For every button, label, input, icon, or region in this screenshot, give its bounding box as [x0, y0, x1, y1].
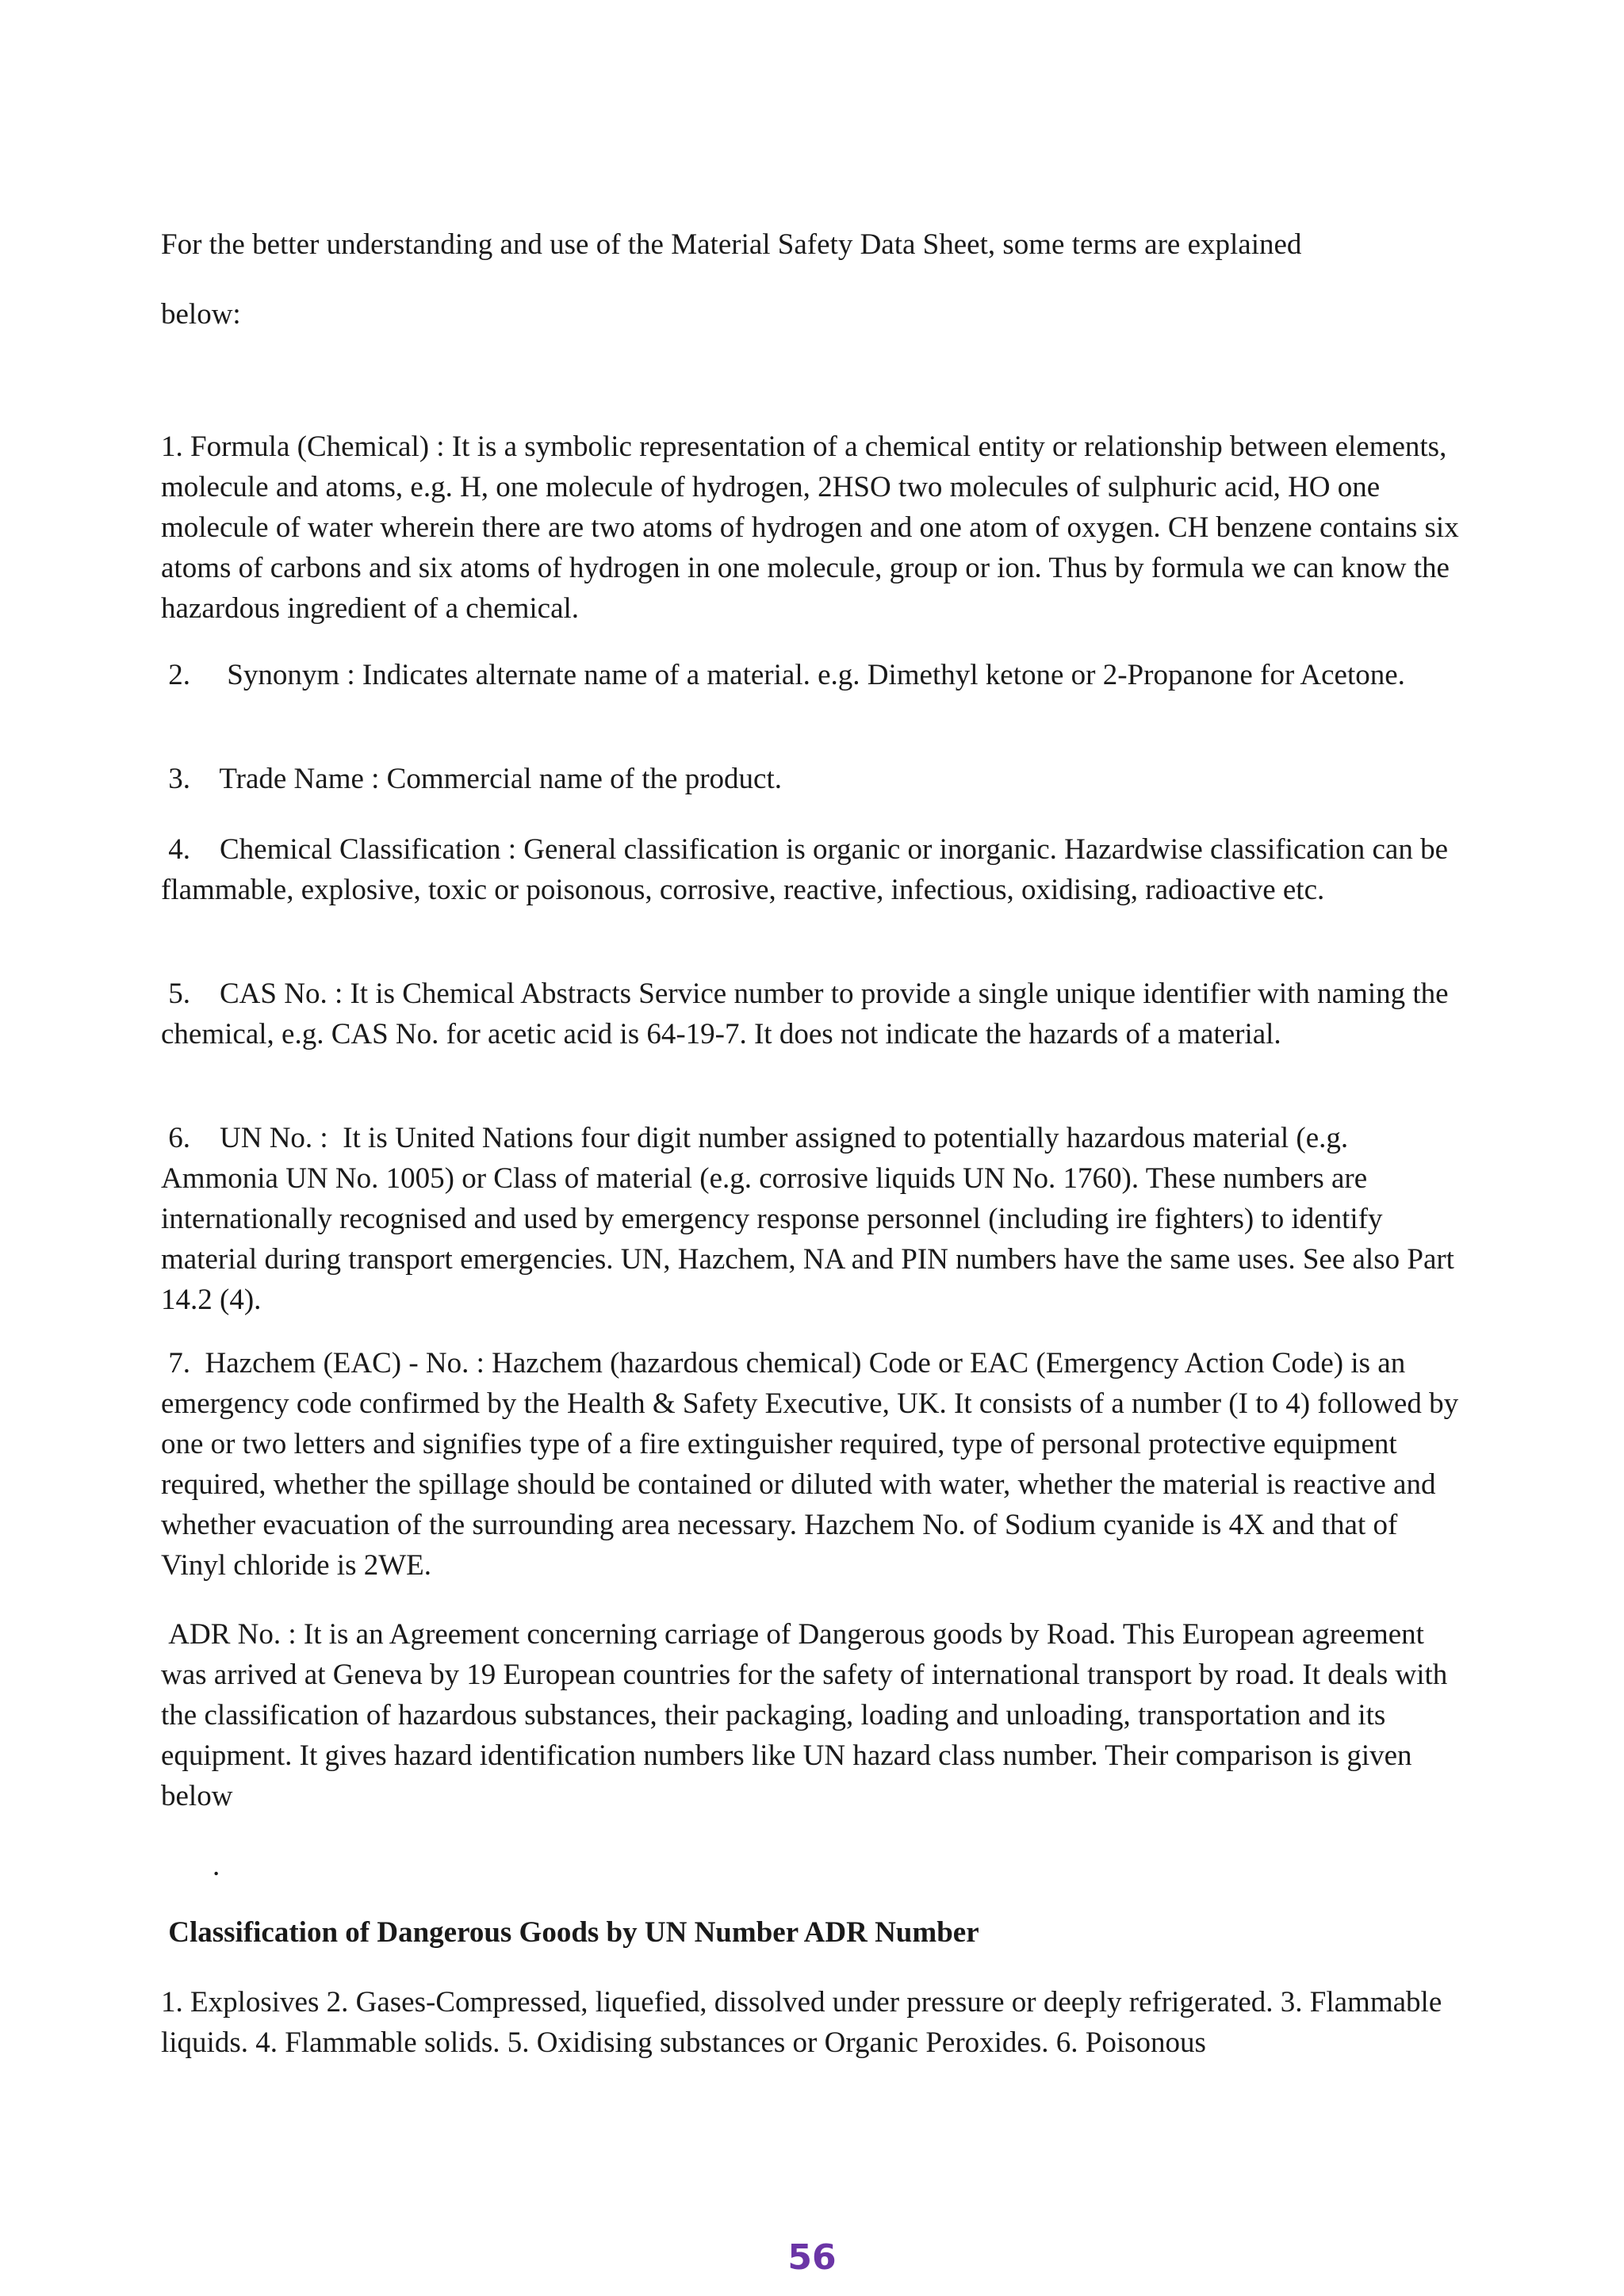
- term-item-un-no: 6. UN No. : It is United Nations four digit number assigned to potentially hazardous material (e.g. Ammonia UN No. 1005) or Class of material (e.g. corrosive liquids UN No. 1760). These numbers are internationally recognised and used by emergency response personnel (including ire fighters) to identify material during transport emergencies. UN, Hazchem, NA and PIN numbers have the same uses. See also Part 14.2 (4).: [161, 1122, 1462, 1316]
- term-item-adr-no: ADR No. : It is an Agreement concerning carriage of Dangerous goods by Road. This European agreement was arrived at Geneva by 19 European countries for the safety of international transport by road. It deals with the classification of hazardous substances, their packaging, loading and unloading, transportation and its equipment. It gives hazard identification numbers like UN hazard class number. Their comparison is given below: [161, 1618, 1455, 1812]
- term-item-synonym: 2. Synonym : Indicates alternate name of a material. e.g. Dimethyl ketone or 2-Propanone for Acetone.: [161, 659, 1405, 691]
- intro-line-1: For the better understanding and use of the Material Safety Data Sheet, some terms are explained: [161, 228, 1302, 261]
- term-item-trade-name: 3. Trade Name : Commercial name of the product.: [161, 763, 782, 795]
- term-item-chemical-classification: 4. Chemical Classification : General classification is organic or inorganic. Hazardwise classification can be flammable, explosive, toxic or poisonous, corrosive, reactive, infectious, oxidising, radioactive etc.: [161, 833, 1456, 906]
- page-number: 56: [787, 2237, 837, 2278]
- term-item-cas-no: 5. CAS No. : It is Chemical Abstracts Service number to provide a single unique identifier with naming the chemical, e.g. CAS No. for acetic acid is 64-19-7. It does not indicate the hazards of a material.: [161, 978, 1456, 1050]
- classification-text: 1. Explosives 2. Gases-Compressed, liquefied, dissolved under pressure or deeply refrigerated. 3. Flammable liquids. 4. Flammable solids. 5. Oxidising substances or Organic Peroxides. 6. Poisonous: [161, 1986, 1442, 2059]
- term-item-formula: 1. Formula (Chemical) : It is a symbolic representation of a chemical entity or relationship between elements, molecule and atoms, e.g. H, one molecule of hydrogen, 2HSO two molecules of sulphuric acid, HO one molecule of water wherein there are two atoms of hydrogen and one atom of oxygen. CH benzene contains six atoms of carbons and six atoms of hydrogen in one molecule, group or ion. Thus by formula we can know the hazardous ingredient of a chemical.: [161, 430, 1459, 625]
- section-heading: Classification of Dangerous Goods by UN Number ADR Number: [161, 1916, 979, 1949]
- intro-line-2: below:: [161, 298, 241, 331]
- stray-dot: .: [213, 1850, 220, 1882]
- term-item-hazchem: 7. Hazchem (EAC) - No. : Hazchem (hazardous chemical) Code or EAC (Emergency Action Code) is an emergency code confirmed by the Health & Safety Executive, UK. It consists of a number (I to 4) followed by one or two letters and signifies type of a fire extinguisher required, type of personal protective equipment required, whether the spillage should be contained or diluted with water, whether the material is reactive and whether evacuation of the surrounding area necessary. Hazchem No. of Sodium cyanide is 4X and that of Vinyl chloride is 2WE.: [161, 1347, 1466, 1582]
